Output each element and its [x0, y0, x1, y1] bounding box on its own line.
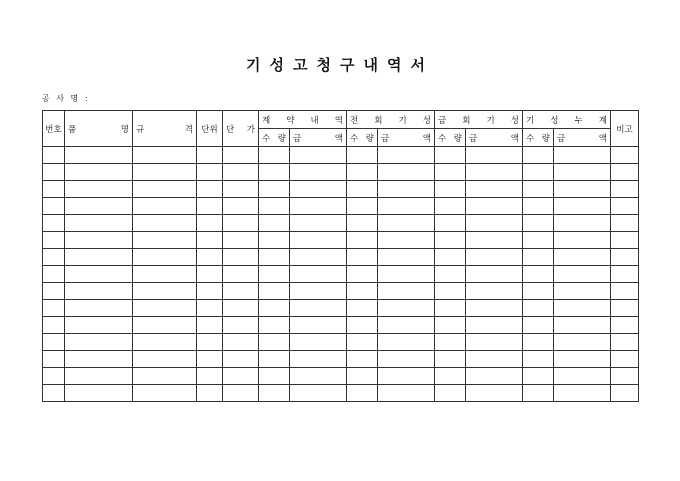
- table-cell[interactable]: [466, 300, 523, 317]
- table-cell[interactable]: [290, 334, 347, 351]
- table-cell[interactable]: [133, 198, 197, 215]
- header-previous: 전 회 기 성: [347, 111, 435, 129]
- table-cell[interactable]: [611, 300, 639, 317]
- table-cell[interactable]: [347, 300, 378, 317]
- table-cell[interactable]: [65, 266, 133, 283]
- table-cell[interactable]: [133, 232, 197, 249]
- table-cell[interactable]: [523, 351, 554, 368]
- table-cell[interactable]: [378, 385, 435, 402]
- table-cell[interactable]: [65, 317, 133, 334]
- table-cell[interactable]: [611, 334, 639, 351]
- table-cell[interactable]: [435, 198, 466, 215]
- table-cell[interactable]: [259, 351, 290, 368]
- table-cell[interactable]: [523, 164, 554, 181]
- table-cell[interactable]: [65, 300, 133, 317]
- table-cell[interactable]: [133, 368, 197, 385]
- table-cell[interactable]: [290, 232, 347, 249]
- table-row: [43, 317, 639, 334]
- table-cell[interactable]: [259, 198, 290, 215]
- table-cell[interactable]: [290, 181, 347, 198]
- header-cumulative-amount: 금 액: [554, 129, 611, 147]
- table-body: [43, 147, 639, 402]
- table-cell[interactable]: [133, 215, 197, 232]
- table-cell[interactable]: [65, 385, 133, 402]
- table-cell[interactable]: [554, 215, 611, 232]
- table-cell[interactable]: [523, 232, 554, 249]
- table-cell[interactable]: [611, 385, 639, 402]
- table-cell[interactable]: [65, 249, 133, 266]
- table-row: [43, 232, 639, 249]
- table-cell[interactable]: [554, 266, 611, 283]
- table-row: [43, 215, 639, 232]
- header-item: 품 명: [65, 111, 133, 147]
- table-cell[interactable]: [290, 215, 347, 232]
- table-cell[interactable]: [347, 283, 378, 300]
- table-cell[interactable]: [611, 164, 639, 181]
- table-cell[interactable]: [133, 300, 197, 317]
- table-cell[interactable]: [65, 181, 133, 198]
- table-cell[interactable]: [378, 215, 435, 232]
- table-cell[interactable]: [554, 300, 611, 317]
- table-cell[interactable]: [290, 266, 347, 283]
- table-cell[interactable]: [378, 334, 435, 351]
- table-cell[interactable]: [347, 215, 378, 232]
- table-cell[interactable]: [347, 334, 378, 351]
- table-cell[interactable]: [378, 351, 435, 368]
- table-cell[interactable]: [133, 181, 197, 198]
- table-cell[interactable]: [554, 249, 611, 266]
- table-cell[interactable]: [197, 368, 223, 385]
- table-cell[interactable]: [347, 351, 378, 368]
- table-cell[interactable]: [378, 300, 435, 317]
- table-cell[interactable]: [43, 164, 65, 181]
- table-cell[interactable]: [133, 283, 197, 300]
- table-cell[interactable]: [611, 147, 639, 164]
- table-cell[interactable]: [223, 266, 259, 283]
- table-cell[interactable]: [197, 317, 223, 334]
- table-cell[interactable]: [197, 232, 223, 249]
- table-cell[interactable]: [466, 266, 523, 283]
- table-cell[interactable]: [133, 266, 197, 283]
- table-row: [43, 164, 639, 181]
- table-cell[interactable]: [466, 334, 523, 351]
- table-cell[interactable]: [554, 351, 611, 368]
- table-cell[interactable]: [223, 334, 259, 351]
- table-row: [43, 351, 639, 368]
- header-current-amount: 금 액: [466, 129, 523, 147]
- table-cell[interactable]: [466, 232, 523, 249]
- table-cell[interactable]: [43, 215, 65, 232]
- table-cell[interactable]: [435, 215, 466, 232]
- table-cell[interactable]: [435, 249, 466, 266]
- table-cell[interactable]: [466, 368, 523, 385]
- table-cell[interactable]: [611, 351, 639, 368]
- table-cell[interactable]: [611, 317, 639, 334]
- table-cell[interactable]: [259, 368, 290, 385]
- table-cell[interactable]: [523, 266, 554, 283]
- table-cell[interactable]: [65, 147, 133, 164]
- table-cell[interactable]: [65, 164, 133, 181]
- table-cell[interactable]: [290, 147, 347, 164]
- table-cell[interactable]: [523, 215, 554, 232]
- table-cell[interactable]: [259, 249, 290, 266]
- table-cell[interactable]: [611, 181, 639, 198]
- table-cell[interactable]: [554, 368, 611, 385]
- table-cell[interactable]: [347, 249, 378, 266]
- table-cell[interactable]: [133, 147, 197, 164]
- table-cell[interactable]: [290, 249, 347, 266]
- table-cell[interactable]: [554, 283, 611, 300]
- table-cell[interactable]: [435, 164, 466, 181]
- table-cell[interactable]: [378, 317, 435, 334]
- table-cell[interactable]: [466, 181, 523, 198]
- table-cell[interactable]: [43, 147, 65, 164]
- table-row: [43, 368, 639, 385]
- table-cell[interactable]: [65, 232, 133, 249]
- table-cell[interactable]: [347, 385, 378, 402]
- table-cell[interactable]: [466, 385, 523, 402]
- table-cell[interactable]: [435, 147, 466, 164]
- table-cell[interactable]: [435, 385, 466, 402]
- table-cell[interactable]: [523, 249, 554, 266]
- table-cell[interactable]: [197, 385, 223, 402]
- table-cell[interactable]: [378, 181, 435, 198]
- table-cell[interactable]: [347, 232, 378, 249]
- table-cell[interactable]: [223, 283, 259, 300]
- table-cell[interactable]: [523, 283, 554, 300]
- table-cell[interactable]: [197, 283, 223, 300]
- table-cell[interactable]: [259, 181, 290, 198]
- table-cell[interactable]: [259, 147, 290, 164]
- table-cell[interactable]: [290, 317, 347, 334]
- table-cell[interactable]: [223, 385, 259, 402]
- table-cell[interactable]: [197, 334, 223, 351]
- table-cell[interactable]: [466, 249, 523, 266]
- table-cell[interactable]: [466, 215, 523, 232]
- table-cell[interactable]: [223, 249, 259, 266]
- project-name-label: 공 사 명 :: [42, 94, 90, 103]
- table-cell[interactable]: [133, 249, 197, 266]
- table-cell[interactable]: [223, 317, 259, 334]
- table-cell[interactable]: [378, 198, 435, 215]
- table-row: [43, 266, 639, 283]
- table-cell[interactable]: [435, 232, 466, 249]
- table-row: [43, 147, 639, 164]
- table-cell[interactable]: [554, 334, 611, 351]
- table-cell[interactable]: [378, 147, 435, 164]
- table-cell[interactable]: [223, 351, 259, 368]
- table-cell[interactable]: [197, 351, 223, 368]
- table-cell[interactable]: [223, 198, 259, 215]
- table-cell[interactable]: [378, 249, 435, 266]
- table-cell[interactable]: [197, 181, 223, 198]
- table-cell[interactable]: [259, 334, 290, 351]
- claim-table: [42, 110, 639, 402]
- table-row: [43, 249, 639, 266]
- table-cell[interactable]: [435, 368, 466, 385]
- table-cell[interactable]: [466, 147, 523, 164]
- table-cell[interactable]: [43, 385, 65, 402]
- table-cell[interactable]: [197, 300, 223, 317]
- table-cell[interactable]: [133, 164, 197, 181]
- table-row: [43, 385, 639, 402]
- table-cell[interactable]: [65, 198, 133, 215]
- table-cell[interactable]: [133, 317, 197, 334]
- table-cell[interactable]: [43, 317, 65, 334]
- table-cell[interactable]: [223, 147, 259, 164]
- table-cell[interactable]: [43, 351, 65, 368]
- table-cell[interactable]: [554, 198, 611, 215]
- table-cell[interactable]: [523, 147, 554, 164]
- table-cell[interactable]: [290, 283, 347, 300]
- table-cell[interactable]: [65, 215, 133, 232]
- header-current: 금 회 기 성: [435, 111, 523, 129]
- table-cell[interactable]: [259, 232, 290, 249]
- table-cell[interactable]: [65, 368, 133, 385]
- table-cell[interactable]: [554, 164, 611, 181]
- table-cell[interactable]: [43, 266, 65, 283]
- table-row: [43, 300, 639, 317]
- table-row: [43, 181, 639, 198]
- table-cell[interactable]: [523, 385, 554, 402]
- table-cell[interactable]: [378, 232, 435, 249]
- header-contract: 계 약 내 역: [259, 111, 347, 129]
- header-previous-qty: 수 량: [347, 129, 378, 147]
- table-cell[interactable]: [43, 334, 65, 351]
- table-cell[interactable]: [523, 317, 554, 334]
- table-cell[interactable]: [133, 385, 197, 402]
- header-contract-amount: 금 액: [290, 129, 347, 147]
- table-cell[interactable]: [43, 368, 65, 385]
- table-cell[interactable]: [259, 266, 290, 283]
- table-cell[interactable]: [347, 164, 378, 181]
- table-cell[interactable]: [290, 385, 347, 402]
- table-cell[interactable]: [259, 385, 290, 402]
- table-cell[interactable]: [554, 317, 611, 334]
- header-cumulative: 기 성 누 계: [523, 111, 611, 129]
- table-cell[interactable]: [466, 351, 523, 368]
- table-cell[interactable]: [259, 283, 290, 300]
- table-cell[interactable]: [223, 368, 259, 385]
- table-row: [43, 283, 639, 300]
- table-cell[interactable]: [223, 181, 259, 198]
- table-cell[interactable]: [290, 368, 347, 385]
- table-cell[interactable]: [347, 198, 378, 215]
- table-cell[interactable]: [523, 368, 554, 385]
- table-cell[interactable]: [523, 334, 554, 351]
- table-cell[interactable]: [523, 198, 554, 215]
- header-remarks: 비고: [611, 111, 639, 147]
- table-cell[interactable]: [554, 232, 611, 249]
- table-cell[interactable]: [347, 368, 378, 385]
- table-cell[interactable]: [223, 300, 259, 317]
- table-cell[interactable]: [290, 198, 347, 215]
- table-cell[interactable]: [378, 368, 435, 385]
- table-cell[interactable]: [435, 181, 466, 198]
- header-spec: 규 격: [133, 111, 197, 147]
- table-cell[interactable]: [290, 351, 347, 368]
- table-cell[interactable]: [197, 147, 223, 164]
- table-cell[interactable]: [466, 283, 523, 300]
- table-cell[interactable]: [435, 351, 466, 368]
- table-cell[interactable]: [290, 300, 347, 317]
- table-cell[interactable]: [65, 334, 133, 351]
- table-cell[interactable]: [290, 164, 347, 181]
- header-contract-qty: 수 량: [259, 129, 290, 147]
- header-unit-price: 단 가: [223, 111, 259, 147]
- document-title: 기성고청구내역서: [246, 56, 434, 74]
- table-cell[interactable]: [65, 351, 133, 368]
- table-cell[interactable]: [43, 249, 65, 266]
- header-current-qty: 수 량: [435, 129, 466, 147]
- table-cell[interactable]: [347, 147, 378, 164]
- table-cell[interactable]: [611, 215, 639, 232]
- table-cell[interactable]: [554, 147, 611, 164]
- table-cell[interactable]: [611, 283, 639, 300]
- table-cell[interactable]: [347, 181, 378, 198]
- table-cell[interactable]: [43, 232, 65, 249]
- table-cell[interactable]: [435, 317, 466, 334]
- table-cell[interactable]: [197, 198, 223, 215]
- table-cell[interactable]: [223, 232, 259, 249]
- table-cell[interactable]: [435, 283, 466, 300]
- table-cell[interactable]: [133, 351, 197, 368]
- table-cell[interactable]: [197, 249, 223, 266]
- header-unit: 단위: [197, 111, 223, 147]
- table-cell[interactable]: [611, 266, 639, 283]
- table-cell[interactable]: [133, 334, 197, 351]
- table-cell[interactable]: [223, 164, 259, 181]
- table-cell[interactable]: [611, 232, 639, 249]
- table-cell[interactable]: [378, 164, 435, 181]
- table-cell[interactable]: [611, 368, 639, 385]
- table-cell[interactable]: [378, 283, 435, 300]
- table-cell[interactable]: [435, 300, 466, 317]
- table-cell[interactable]: [611, 249, 639, 266]
- table-cell[interactable]: [347, 317, 378, 334]
- table-cell[interactable]: [466, 198, 523, 215]
- table-cell[interactable]: [435, 334, 466, 351]
- table-cell[interactable]: [197, 215, 223, 232]
- header-previous-amount: 금 액: [378, 129, 435, 147]
- table-cell[interactable]: [611, 198, 639, 215]
- table-row: [43, 334, 639, 351]
- table-cell[interactable]: [466, 164, 523, 181]
- table-cell[interactable]: [259, 215, 290, 232]
- table-cell[interactable]: [197, 164, 223, 181]
- table-cell[interactable]: [347, 266, 378, 283]
- table-row: [43, 198, 639, 215]
- table-cell[interactable]: [259, 317, 290, 334]
- table-cell[interactable]: [466, 317, 523, 334]
- table-cell[interactable]: [523, 181, 554, 198]
- table-cell[interactable]: [554, 181, 611, 198]
- table-cell[interactable]: [523, 300, 554, 317]
- table-cell[interactable]: [43, 283, 65, 300]
- table-cell[interactable]: [197, 266, 223, 283]
- table-cell[interactable]: [259, 164, 290, 181]
- table-cell[interactable]: [378, 266, 435, 283]
- table-cell[interactable]: [259, 300, 290, 317]
- table-cell[interactable]: [43, 198, 65, 215]
- header-cumulative-qty: 수 량: [523, 129, 554, 147]
- table-cell[interactable]: [43, 181, 65, 198]
- table-cell[interactable]: [435, 266, 466, 283]
- table-cell[interactable]: [43, 300, 65, 317]
- table-cell[interactable]: [65, 283, 133, 300]
- table-cell[interactable]: [223, 215, 259, 232]
- table-cell[interactable]: [554, 385, 611, 402]
- header-no: 번호: [43, 111, 65, 147]
